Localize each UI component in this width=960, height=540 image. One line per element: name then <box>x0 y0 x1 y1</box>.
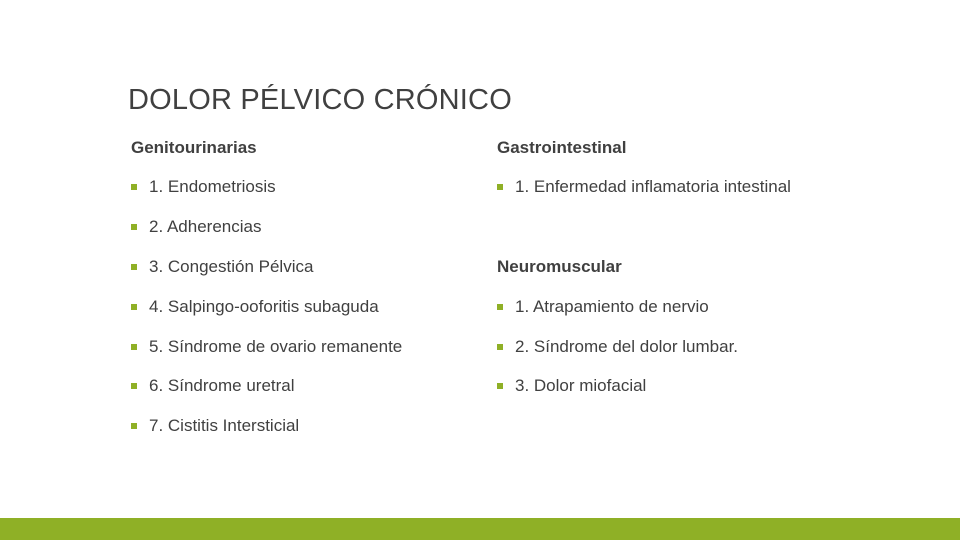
list-item-label: 2. Adherencias <box>149 217 262 236</box>
square-bullet-icon <box>131 224 137 230</box>
list-item-label: 5. Síndrome de ovario remanente <box>149 337 403 356</box>
square-bullet-icon <box>497 184 503 190</box>
list-item <box>131 297 379 317</box>
list-item-label: 4. Salpingo-ooforitis subaguda <box>149 297 379 316</box>
bottom-accent-bar <box>0 518 960 540</box>
square-bullet-icon <box>497 383 503 389</box>
square-bullet-icon <box>131 423 137 429</box>
square-bullet-icon <box>131 184 137 190</box>
list-item <box>131 217 261 237</box>
list-item <box>131 337 402 357</box>
list-item-label: 7. Cistitis Intersticial <box>149 416 300 435</box>
square-bullet-icon <box>131 383 137 389</box>
neuromuscular-heading: Neuromuscular <box>497 257 622 276</box>
genitourinary-heading: Genitourinarias <box>131 138 257 157</box>
slide-title: DOLOR PÉLVICO CRÓNICO <box>128 84 512 116</box>
list-item <box>131 416 299 436</box>
square-bullet-icon <box>497 344 503 350</box>
list-item-label: 3. Congestión Pélvica <box>149 257 314 276</box>
square-bullet-icon <box>131 344 137 350</box>
gastrointestinal-heading: Gastrointestinal <box>497 138 627 157</box>
list-item <box>497 376 646 396</box>
list-item <box>497 297 709 317</box>
square-bullet-icon <box>497 304 503 310</box>
list-item <box>131 257 313 277</box>
list-item <box>131 177 276 197</box>
list-item-label: 1. Atrapamiento de nervio <box>515 297 709 316</box>
list-item-label: 3. Dolor miofacial <box>515 376 647 395</box>
list-item-label: 6. Síndrome uretral <box>149 376 295 395</box>
square-bullet-icon <box>131 304 137 310</box>
list-item <box>497 337 738 357</box>
list-item <box>131 376 295 396</box>
list-item-label: 2. Síndrome del dolor lumbar. <box>515 337 739 356</box>
list-item <box>497 177 791 197</box>
list-item-label: 1. Enfermedad inflamatoria intestinal <box>515 177 791 196</box>
list-item-label: 1. Endometriosis <box>149 177 276 196</box>
square-bullet-icon <box>131 264 137 270</box>
